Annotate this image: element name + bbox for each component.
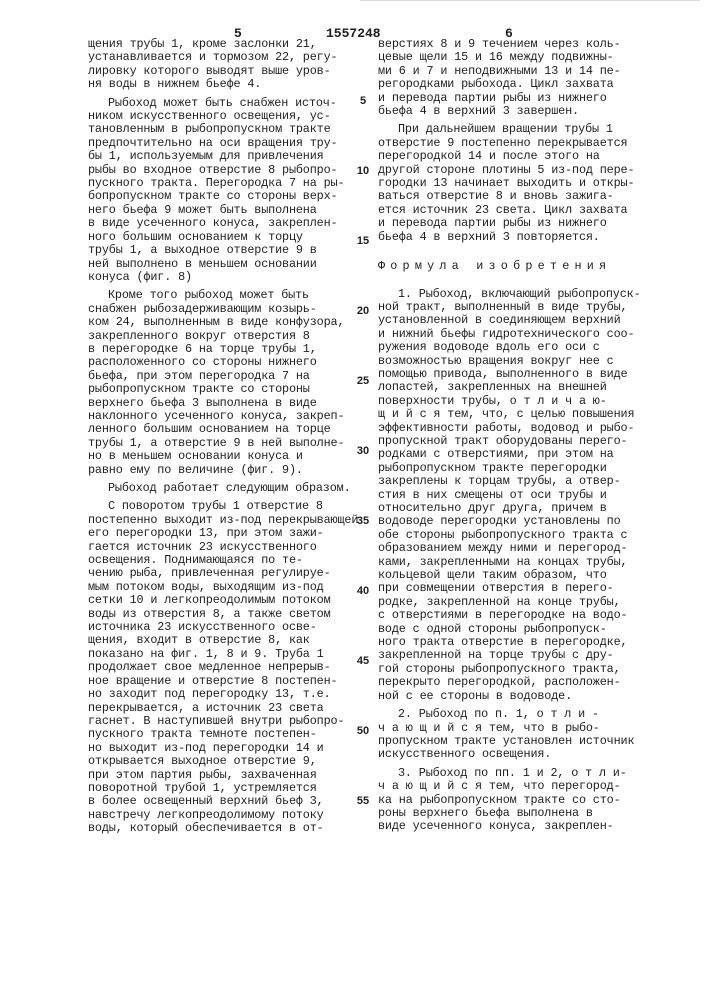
text-line: отверстие 9 постепенно перекрывается: [378, 137, 658, 150]
text-line: ной с ее стороны в водоводе.: [378, 690, 658, 703]
text-line: предпочтительно на оси вращения тру-: [88, 137, 360, 150]
text-line: эффективности работы, водовод и рыбо-: [378, 422, 658, 435]
text-line: рыбы во входное отверстие 8 рыбопро-: [88, 164, 360, 177]
text-line: в более освещенный верхний бьеф 3,: [88, 795, 360, 808]
text-line: обе стороны рыбопропускного тракта с: [378, 529, 658, 542]
text-line: ником искусственного освещения, ус-: [88, 110, 360, 123]
text-line: в виде усеченного конуса, закреплен-: [88, 217, 360, 230]
text-line: лопастей, закрепленных на внешней: [378, 381, 658, 394]
paragraph: [88, 97, 360, 285]
text-line: равно ему по величине (фиг. 9).: [88, 464, 360, 477]
paragraph: [88, 289, 360, 477]
text-line: пускного тракта темноте постепен-: [88, 728, 360, 741]
text-line: в перегородке 6 на торце трубы 1,: [88, 343, 360, 356]
text-line: ленного большим основанием на торце: [88, 423, 360, 436]
text-line: освещения. Поднимающаяся по те-: [88, 554, 360, 567]
claim: [378, 767, 658, 834]
text-line: бы 1, используемым для привлечения: [88, 150, 360, 163]
text-line: и перевода партии рыбы из нижнего: [378, 92, 658, 105]
text-line: ного тракта отверстие в перегородке,: [378, 636, 658, 649]
text-line: 1. Рыбоход, включающий рыбопропуск-: [378, 288, 658, 301]
text-line: него бьефа 9 может быть выполнена: [88, 204, 360, 217]
text-line: воды из отверстия 8, а также светом: [88, 608, 360, 621]
text-line: бьефа 4 в верхний 3 повторяется.: [378, 231, 658, 244]
patent-number: 1557248: [326, 26, 381, 41]
claim: [378, 708, 658, 762]
left-column: [88, 38, 360, 841]
text-line: гаснет. В наступившей внутри рыбопро-: [88, 715, 360, 728]
text-line: бьефа 4 в верхний 3 завершен.: [378, 105, 658, 118]
text-line: конуса (фиг. 8): [88, 271, 360, 284]
text-line: рыбопропускном тракте перегородки: [378, 462, 658, 475]
text-line: снабжен рыбозадерживающим козырь-: [88, 303, 360, 316]
text-line: ней выполнено в меньшем основании: [88, 258, 360, 271]
text-line: 3. Рыбоход по пп. 1 и 2, о т л и-: [378, 767, 658, 780]
text-line: бопропускном тракте со стороны верх-: [88, 190, 360, 203]
text-line: поверхности трубы, о т л и ч а ю-: [378, 395, 658, 408]
text-line: кольцевой щели таким образом, что: [378, 569, 658, 582]
text-line: постепенно выходит из-под перекрывающей: [88, 514, 360, 527]
line-number: 5: [354, 95, 372, 107]
text-line: при этом партия рыбы, захваченная: [88, 769, 360, 782]
text-line: верстиях 8 и 9 течением через коль-: [378, 38, 658, 51]
paragraph: [88, 38, 360, 92]
text-line: пропускной тракт оборудованы перего-: [378, 435, 658, 448]
text-line: навстречу легкопреодолимому потоку: [88, 809, 360, 822]
text-line: бьефа, при этом перегородка 7 на: [88, 370, 360, 383]
text-line: ч а ю щ и й с я тем, что в рыбо-: [378, 722, 658, 735]
text-line: пускного тракта. Перегородка 7 на ры-: [88, 177, 360, 190]
text-line: относительно друг друга, причем в: [378, 502, 658, 515]
text-line: верхнего бьефа 3 выполнена в виде: [88, 397, 360, 410]
text-line: ком 24, выполненным в виде конфузора,: [88, 316, 360, 329]
line-number: 15: [354, 235, 372, 247]
text-line: расположенного со стороны нижнего: [88, 356, 360, 369]
text-line: закреплены к торцам трубы, а отвер-: [378, 475, 658, 488]
text-line: другой стороне плотины 5 из-под пере-: [378, 164, 658, 177]
text-line: щ и й с я тем, что, с целью повышения: [378, 408, 658, 421]
text-line: родками с отверстиями, при этом на: [378, 448, 658, 461]
line-number: 35: [354, 515, 372, 527]
text-line: ружения водоводе вдоль его оси с: [378, 341, 658, 354]
text-line: ка на рыбопропускном тракте со сто-: [378, 794, 658, 807]
text-line: но выходит из-под перегородки 14 и: [88, 742, 360, 755]
text-line: Кроме того рыбоход может быть: [88, 289, 360, 302]
text-line: источника 23 искусственного осве-: [88, 621, 360, 634]
text-line: ч а ю щ и й с я тем, что перегород-: [378, 780, 658, 793]
line-number: 50: [354, 725, 372, 737]
text-line: искусственного освещения.: [378, 748, 658, 761]
text-line: с отверстиями в перегородке на водо-: [378, 609, 658, 622]
text-line: помощью привода, выполненного в виде: [378, 368, 658, 381]
text-line: При дальнейшем вращении трубы 1: [378, 123, 658, 136]
claims-title: Формула изобретения: [378, 260, 658, 273]
text-line: роны верхнего бьефа выполнена в: [378, 807, 658, 820]
line-number: 25: [354, 375, 372, 387]
text-line: устанавливается и тормозом 22, регу-: [88, 51, 360, 64]
text-line: трубы 1, а отверстие 9 в ней выполне-: [88, 437, 360, 450]
text-line: ня воды в нижнем бьефе 4.: [88, 78, 360, 91]
text-line: стия в них смещены от оси трубы и: [378, 489, 658, 502]
text-line: закрепленного вокруг отверстия 8: [88, 330, 360, 343]
text-line: перегородкой 14 и после этого на: [378, 150, 658, 163]
text-line: ваться отверстие 8 и вновь зажига-: [378, 190, 658, 203]
text-line: пропускном тракте установлен источник: [378, 735, 658, 748]
text-line: перекрывается, а источник 23 света: [88, 702, 360, 715]
claim: [378, 288, 658, 704]
text-line: но заходит под перегородку 13, т.е.: [88, 688, 360, 701]
text-line: воде с одной стороны рыбопропуск-: [378, 623, 658, 636]
text-line: городки 13 начинает выходить и откры-: [378, 177, 658, 190]
text-line: родке, закрепленной на конце трубы,: [378, 596, 658, 609]
text-line: щения трубы 1, кроме заслонки 21,: [88, 38, 360, 51]
text-line: лировку которого выводят выше уров-: [88, 65, 360, 78]
text-line: Рыбоход может быть снабжен источ-: [88, 97, 360, 110]
paragraph: [88, 500, 360, 835]
text-line: ное вращение и отверстие 8 постепен-: [88, 675, 360, 688]
text-line: и нижний бьефы гидротехнического соо-: [378, 328, 658, 341]
scan-edge-line: [360, 0, 700, 1]
text-line: возможностью вращения вокруг нее с: [378, 355, 658, 368]
text-line: гается источник 23 искусственного: [88, 541, 360, 554]
text-line: и перевода партии рыбы из нижнего: [378, 217, 658, 230]
text-line: регородками рыбохода. Цикл захвата: [378, 78, 658, 91]
text-line: продолжает свое медленное непрерыв-: [88, 661, 360, 674]
text-line: наклонного усеченного конуса, закреп-: [88, 410, 360, 423]
text-line: чению рыба, привлеченная регулируе-: [88, 567, 360, 580]
text-line: образованием между ними и перегород-: [378, 542, 658, 555]
line-number: 40: [354, 585, 372, 597]
line-number: 20: [354, 305, 372, 317]
right-column: [378, 38, 658, 839]
paragraph: [88, 482, 360, 495]
text-line: тановленным в рыбопропускном тракте: [88, 123, 360, 136]
text-line: его перегородки 13, при этом зажи-: [88, 527, 360, 540]
line-number: 30: [354, 445, 372, 457]
page-number-left: 5: [234, 26, 242, 41]
text-line: ками, закрепленными на концах трубы,: [378, 556, 658, 569]
text-line: при совмещении отверстия в перего-: [378, 582, 658, 595]
text-line: мым потоком воды, выходящим из-под: [88, 581, 360, 594]
text-line: трубы 1, а выходное отверстие 9 в: [88, 244, 360, 257]
text-line: ется источник 23 света. Цикл захвата: [378, 204, 658, 217]
text-line: цевые щели 15 и 16 между подвижны-: [378, 51, 658, 64]
text-line: водоводе перегородки установлены по: [378, 515, 658, 528]
text-line: 2. Рыбоход по п. 1, о т л и -: [378, 708, 658, 721]
text-line: но в меньшем основании конуса и: [88, 450, 360, 463]
text-line: показано на фиг. 1, 8 и 9. Труба 1: [88, 648, 360, 661]
page-number-right: 6: [505, 26, 513, 41]
paragraph: [378, 38, 658, 118]
text-line: гой стороны рыбопропускного тракта,: [378, 663, 658, 676]
text-line: С поворотом трубы 1 отверстие 8: [88, 500, 360, 513]
line-number: 45: [354, 655, 372, 667]
text-line: закрепленной на торце трубы с дру-: [378, 649, 658, 662]
line-number: 10: [354, 165, 372, 177]
text-line: щения, входит в отверстие 8, как: [88, 634, 360, 647]
text-line: перекрыто перегородкой, расположен-: [378, 676, 658, 689]
line-number: 55: [354, 795, 372, 807]
text-line: ми 6 и 7 и неподвижными 13 и 14 пе-: [378, 65, 658, 78]
text-line: сетки 10 и легкопреодолимым потоком: [88, 594, 360, 607]
text-line: поворотной трубой 1, устремляется: [88, 782, 360, 795]
text-line: рыбопропускном тракте со стороны: [88, 383, 360, 396]
text-line: воды, который обеспечивается в от-: [88, 822, 360, 835]
text-line: установленной в соединяющем верхний: [378, 314, 658, 327]
text-line: открывается выходное отверстие 9,: [88, 755, 360, 768]
text-line: ной тракт, выполненный в виде трубы,: [378, 301, 658, 314]
paragraph: [378, 123, 658, 244]
text-line: Рыбоход работает следующим образом.: [88, 482, 360, 495]
text-line: ного большим основанием к торцу: [88, 231, 360, 244]
text-line: виде усеченного конуса, закреплен-: [378, 820, 658, 833]
